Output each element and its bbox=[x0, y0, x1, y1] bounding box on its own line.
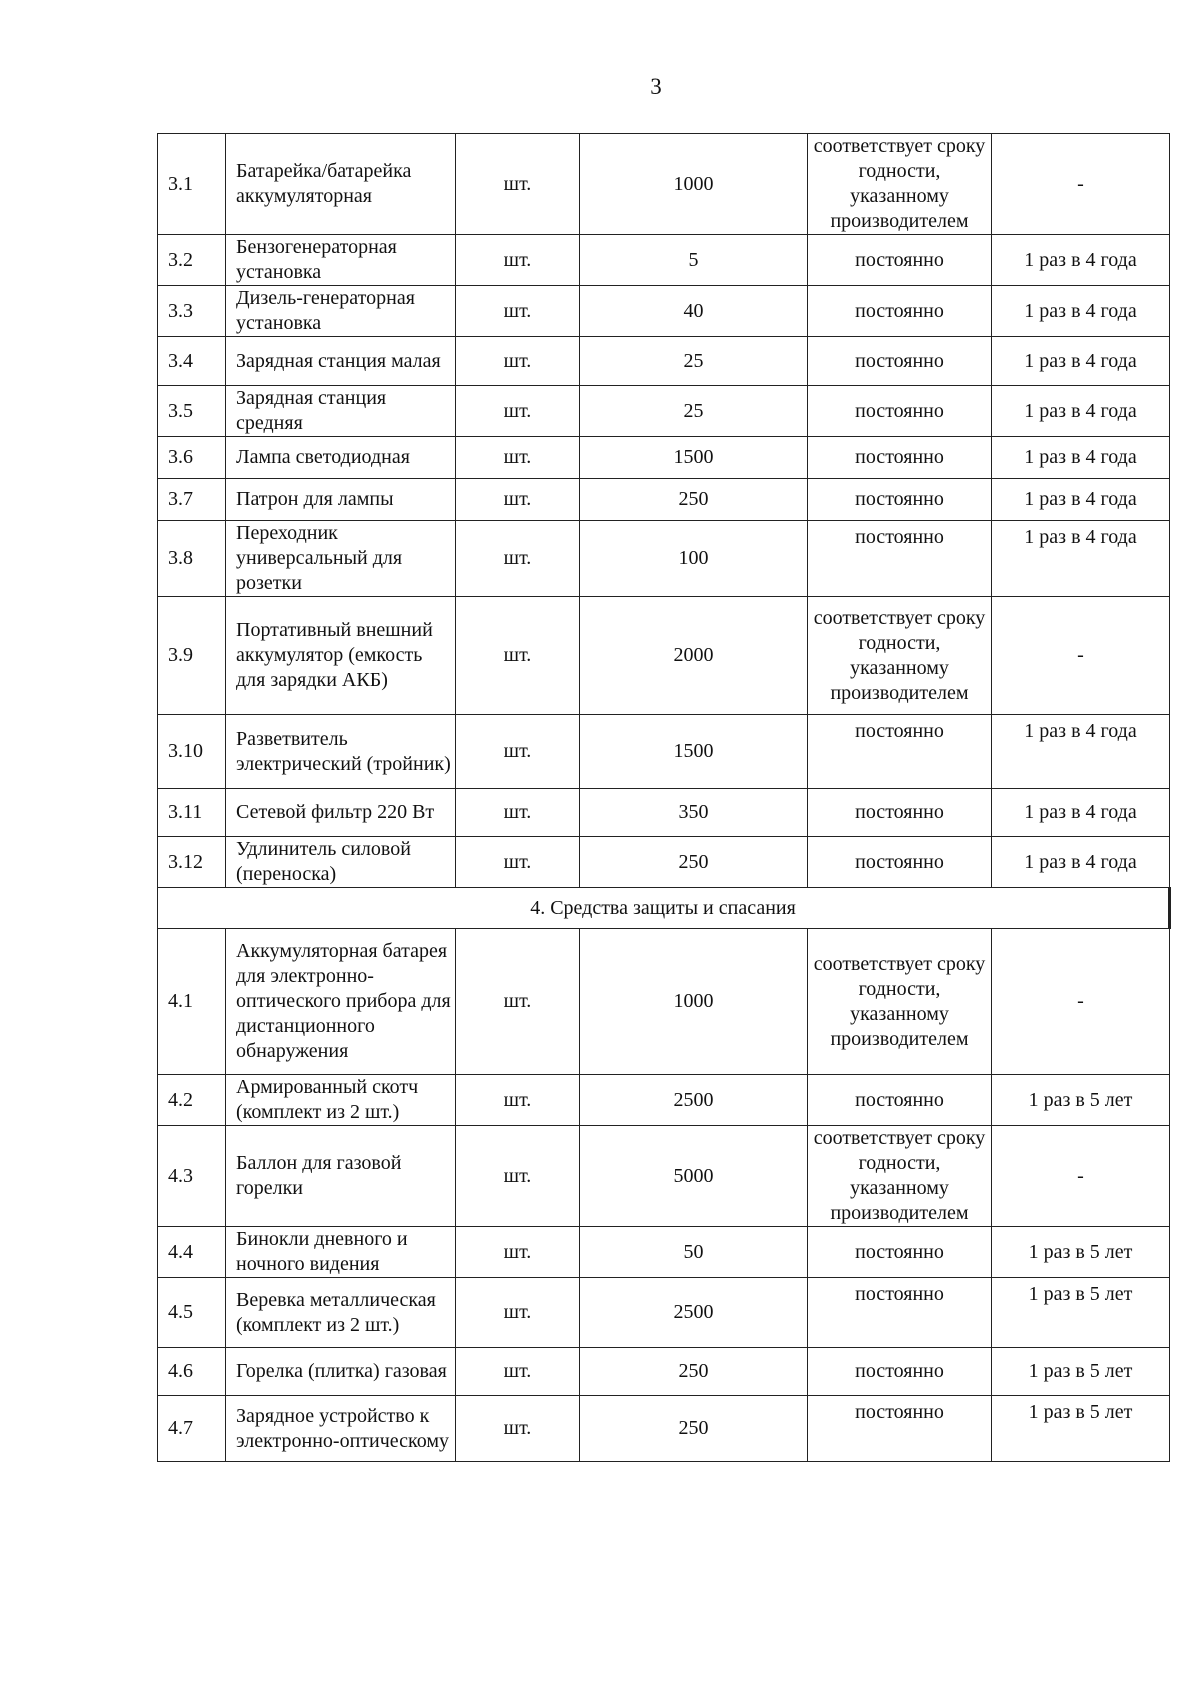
unit-cell: шт. bbox=[456, 286, 580, 337]
item-name: Бинокли дневного и ночного видения bbox=[226, 1227, 456, 1278]
table-row bbox=[158, 286, 1170, 337]
item-name: Разветвитель электрический (тройник) bbox=[226, 715, 456, 789]
item-name: Патрон для лампы bbox=[226, 479, 456, 521]
storage-term-cell: постоянно bbox=[808, 1348, 992, 1396]
renewal-frequency-cell: 1 раз в 5 лет bbox=[992, 1396, 1170, 1462]
unit-cell: шт. bbox=[456, 337, 580, 386]
table-row bbox=[158, 479, 1170, 521]
page-number: 3 bbox=[650, 74, 662, 99]
item-name: Удлинитель силовой (переноска) bbox=[226, 837, 456, 888]
renewal-frequency-cell: - bbox=[992, 1126, 1170, 1227]
table-row bbox=[158, 1227, 1170, 1278]
row-number: 3.6 bbox=[158, 437, 226, 479]
unit-cell: шт. bbox=[456, 479, 580, 521]
item-name: Армированный скотч (комплект из 2 шт.) bbox=[226, 1075, 456, 1126]
storage-term-cell: соответствует сроку годности, указанному производителем bbox=[808, 1126, 992, 1227]
unit-cell: шт. bbox=[456, 1348, 580, 1396]
unit-cell: шт. bbox=[456, 521, 580, 597]
unit-cell: шт. bbox=[456, 789, 580, 837]
item-name: Дизель-генераторная установка bbox=[226, 286, 456, 337]
quantity-cell: 2500 bbox=[580, 1075, 808, 1126]
table-row bbox=[158, 597, 1170, 715]
item-name: Веревка металлическая (комплект из 2 шт.) bbox=[226, 1278, 456, 1348]
item-name: Портативный внешний аккумулятор (емкость для зарядки АКБ) bbox=[226, 597, 456, 715]
row-number: 3.2 bbox=[158, 235, 226, 286]
item-name: Бензогенераторная установка bbox=[226, 235, 456, 286]
quantity-cell: 40 bbox=[580, 286, 808, 337]
quantity-cell: 1500 bbox=[580, 715, 808, 789]
renewal-frequency-cell: 1 раз в 5 лет bbox=[992, 1075, 1170, 1126]
item-name: Аккумуляторная батарея для электронно-оптического прибора для дистанционного обнаружения bbox=[226, 929, 456, 1075]
row-number: 4.5 bbox=[158, 1278, 226, 1348]
row-number: 4.7 bbox=[158, 1396, 226, 1462]
table-row bbox=[158, 837, 1170, 888]
renewal-frequency-cell: 1 раз в 5 лет bbox=[992, 1278, 1170, 1348]
storage-term-cell: постоянно bbox=[808, 479, 992, 521]
row-number: 4.6 bbox=[158, 1348, 226, 1396]
renewal-frequency-cell: - bbox=[992, 134, 1170, 235]
table-row bbox=[158, 134, 1170, 235]
unit-cell: шт. bbox=[456, 837, 580, 888]
renewal-frequency-cell: - bbox=[992, 597, 1170, 715]
table-row bbox=[158, 235, 1170, 286]
renewal-frequency-cell: 1 раз в 4 года bbox=[992, 337, 1170, 386]
row-number: 3.9 bbox=[158, 597, 226, 715]
row-number: 3.10 bbox=[158, 715, 226, 789]
unit-cell: шт. bbox=[456, 597, 580, 715]
storage-term-cell: соответствует сроку годности, указанному производителем bbox=[808, 134, 992, 235]
renewal-frequency-cell: 1 раз в 4 года bbox=[992, 386, 1170, 437]
item-name: Баллон для газовой горелки bbox=[226, 1126, 456, 1227]
renewal-frequency-cell: 1 раз в 5 лет bbox=[992, 1348, 1170, 1396]
renewal-frequency-cell: 1 раз в 4 года bbox=[992, 789, 1170, 837]
item-name: Переходник универсальный для розетки bbox=[226, 521, 456, 597]
storage-term-cell: соответствует сроку годности, указанному производителем bbox=[808, 929, 992, 1075]
table-row bbox=[158, 929, 1170, 1075]
table-row bbox=[158, 1278, 1170, 1348]
table-row bbox=[158, 521, 1170, 597]
storage-term-cell: постоянно bbox=[808, 1278, 992, 1348]
unit-cell: шт. bbox=[456, 1075, 580, 1126]
renewal-frequency-cell: 1 раз в 4 года bbox=[992, 437, 1170, 479]
storage-term-cell: постоянно bbox=[808, 386, 992, 437]
row-number: 3.5 bbox=[158, 386, 226, 437]
renewal-frequency-cell: 1 раз в 4 года bbox=[992, 715, 1170, 789]
renewal-frequency-cell: - bbox=[992, 929, 1170, 1075]
storage-term-cell: постоянно bbox=[808, 521, 992, 597]
row-number: 3.8 bbox=[158, 521, 226, 597]
table-row bbox=[158, 386, 1170, 437]
table-row bbox=[158, 1348, 1170, 1396]
renewal-frequency-cell: 1 раз в 4 года bbox=[992, 837, 1170, 888]
row-number: 4.1 bbox=[158, 929, 226, 1075]
row-number: 3.3 bbox=[158, 286, 226, 337]
renewal-frequency-cell: 1 раз в 5 лет bbox=[992, 1227, 1170, 1278]
quantity-cell: 25 bbox=[580, 386, 808, 437]
section-4-rows bbox=[158, 929, 1170, 1462]
row-number: 3.1 bbox=[158, 134, 226, 235]
row-number: 3.12 bbox=[158, 837, 226, 888]
row-number: 3.7 bbox=[158, 479, 226, 521]
row-number: 3.11 bbox=[158, 789, 226, 837]
section-3-rows bbox=[158, 134, 1170, 888]
row-number: 4.3 bbox=[158, 1126, 226, 1227]
item-name: Горелка (плитка) газовая bbox=[226, 1348, 456, 1396]
storage-term-cell: постоянно bbox=[808, 837, 992, 888]
table-row bbox=[158, 715, 1170, 789]
section-heading-row bbox=[158, 888, 1170, 929]
table-row bbox=[158, 337, 1170, 386]
quantity-cell: 100 bbox=[580, 521, 808, 597]
unit-cell: шт. bbox=[456, 1396, 580, 1462]
table-row bbox=[158, 437, 1170, 479]
quantity-cell: 2500 bbox=[580, 1278, 808, 1348]
storage-term-cell: постоянно bbox=[808, 1075, 992, 1126]
unit-cell: шт. bbox=[456, 1227, 580, 1278]
item-name: Зарядная станция средняя bbox=[226, 386, 456, 437]
storage-term-cell: соответствует сроку годности, указанному производителем bbox=[808, 597, 992, 715]
unit-cell: шт. bbox=[456, 1126, 580, 1227]
quantity-cell: 1000 bbox=[580, 929, 808, 1075]
storage-term-cell: постоянно bbox=[808, 789, 992, 837]
item-name: Зарядное устройство к электронно-оптическому bbox=[226, 1396, 456, 1462]
quantity-cell: 350 bbox=[580, 789, 808, 837]
item-name: Батарейка/батарейка аккумуляторная bbox=[226, 134, 456, 235]
renewal-frequency-cell: 1 раз в 4 года bbox=[992, 479, 1170, 521]
unit-cell: шт. bbox=[456, 386, 580, 437]
storage-term-cell: постоянно bbox=[808, 286, 992, 337]
item-name: Сетевой фильтр 220 Вт bbox=[226, 789, 456, 837]
table-row bbox=[158, 1396, 1170, 1462]
quantity-cell: 250 bbox=[580, 837, 808, 888]
item-name: Зарядная станция малая bbox=[226, 337, 456, 386]
quantity-cell: 50 bbox=[580, 1227, 808, 1278]
quantity-cell: 5000 bbox=[580, 1126, 808, 1227]
unit-cell: шт. bbox=[456, 235, 580, 286]
table-row bbox=[158, 1126, 1170, 1227]
storage-term-cell: постоянно bbox=[808, 337, 992, 386]
section-heading: 4. Средства защиты и спасания bbox=[158, 888, 1170, 929]
storage-term-cell: постоянно bbox=[808, 715, 992, 789]
unit-cell: шт. bbox=[456, 929, 580, 1075]
quantity-cell: 25 bbox=[580, 337, 808, 386]
supplies-table bbox=[157, 133, 1171, 1462]
renewal-frequency-cell: 1 раз в 4 года bbox=[992, 235, 1170, 286]
quantity-cell: 1000 bbox=[580, 134, 808, 235]
row-number: 4.4 bbox=[158, 1227, 226, 1278]
quantity-cell: 250 bbox=[580, 1348, 808, 1396]
renewal-frequency-cell: 1 раз в 4 года bbox=[992, 521, 1170, 597]
item-name: Лампа светодиодная bbox=[226, 437, 456, 479]
table-row bbox=[158, 789, 1170, 837]
storage-term-cell: постоянно bbox=[808, 437, 992, 479]
renewal-frequency-cell: 1 раз в 4 года bbox=[992, 286, 1170, 337]
section-4-header bbox=[158, 888, 1170, 929]
quantity-cell: 250 bbox=[580, 479, 808, 521]
row-number: 4.2 bbox=[158, 1075, 226, 1126]
unit-cell: шт. bbox=[456, 715, 580, 789]
unit-cell: шт. bbox=[456, 134, 580, 235]
quantity-cell: 5 bbox=[580, 235, 808, 286]
quantity-cell: 250 bbox=[580, 1396, 808, 1462]
storage-term-cell: постоянно bbox=[808, 235, 992, 286]
quantity-cell: 2000 bbox=[580, 597, 808, 715]
row-number: 3.4 bbox=[158, 337, 226, 386]
unit-cell: шт. bbox=[456, 1278, 580, 1348]
table-row bbox=[158, 1075, 1170, 1126]
unit-cell: шт. bbox=[456, 437, 580, 479]
quantity-cell: 1500 bbox=[580, 437, 808, 479]
storage-term-cell: постоянно bbox=[808, 1227, 992, 1278]
storage-term-cell: постоянно bbox=[808, 1396, 992, 1462]
